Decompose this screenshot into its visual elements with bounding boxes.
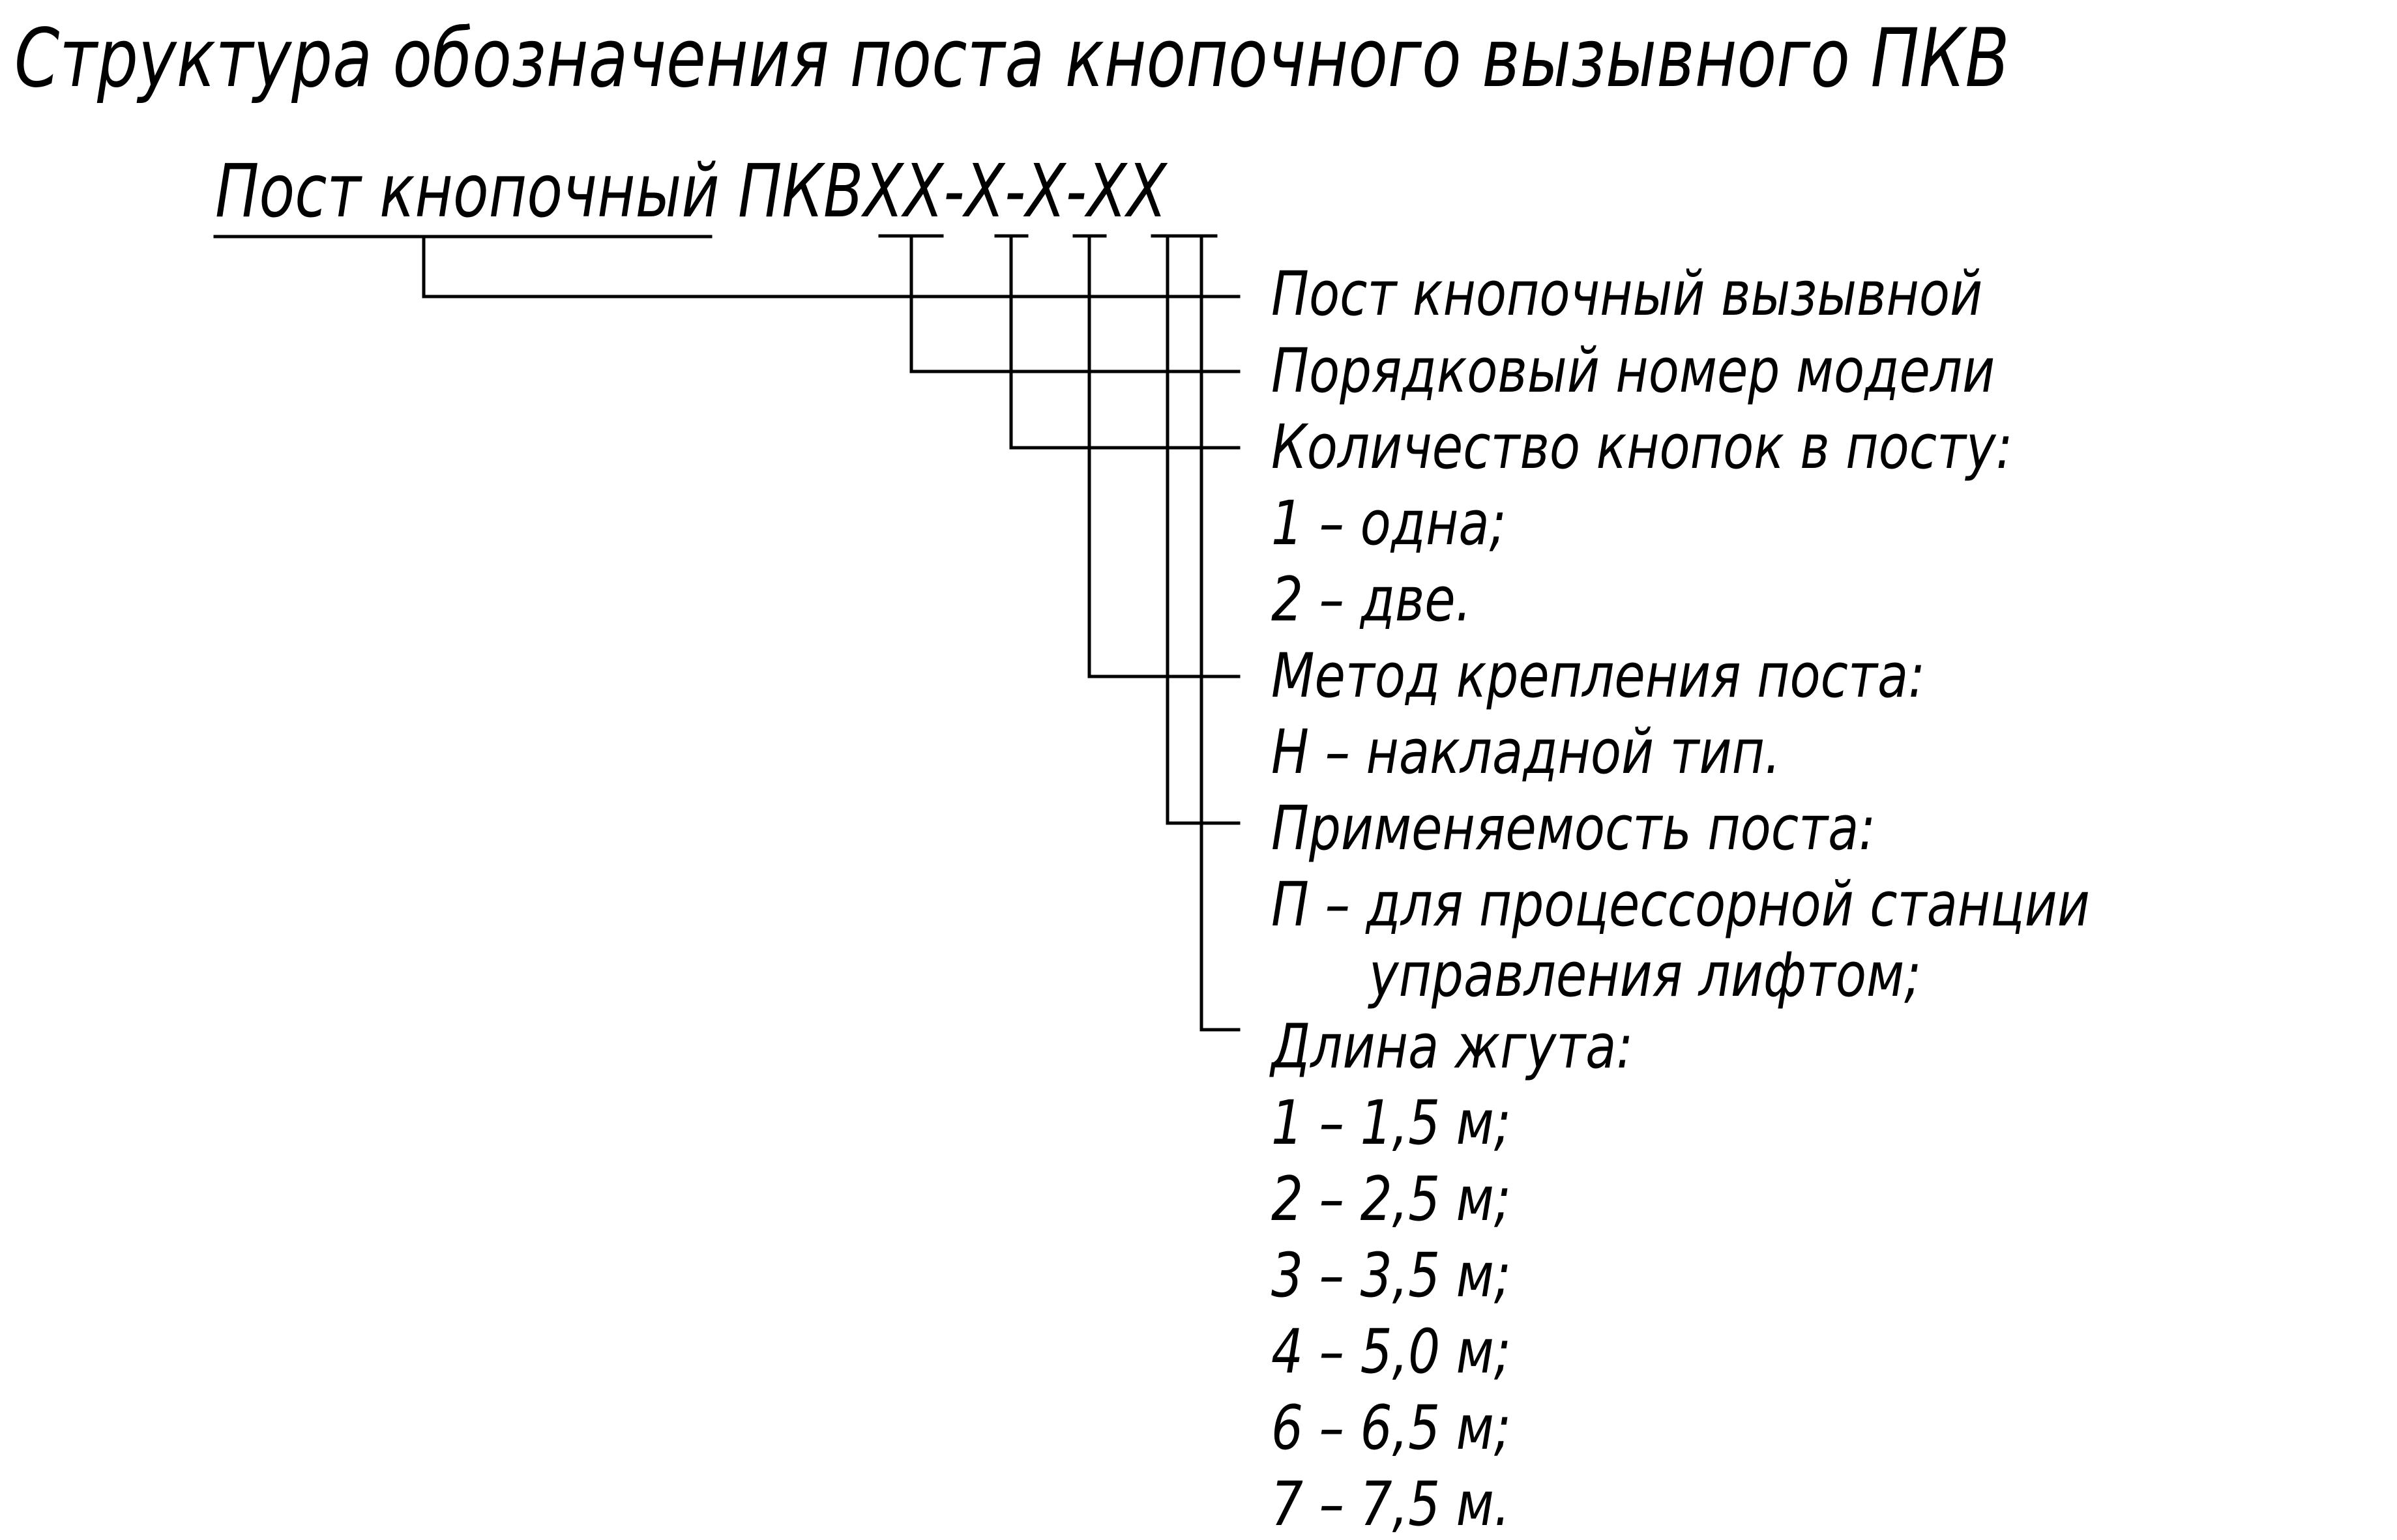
legend-item-post-type: Пост кнопочный вызывной <box>1271 259 1983 330</box>
leader-button-count <box>1011 238 1239 448</box>
legend-item-button-count-1: 1 – одна; <box>1271 488 1507 559</box>
legend-item-model-number: Порядковый номер модели <box>1271 336 1995 407</box>
diagram-title: Структура обозначения поста кнопочного вызывного ПКВ <box>14 12 2010 106</box>
leader-mounting-method <box>1089 238 1239 676</box>
legend-item-mounting-method: Метод крепления поста: <box>1271 641 1926 712</box>
legend-item-harness-3: 3 – 3,5 м; <box>1271 1240 1511 1311</box>
designation-code: ПКВХХ-Х-Х-ХХ <box>738 149 1167 234</box>
legend-item-button-count: Количество кнопок в посту: <box>1271 412 2013 483</box>
leader-harness-length <box>1201 238 1239 1030</box>
legend-item-applicability: Применяемость поста: <box>1271 793 1876 864</box>
leader-post-type <box>424 238 1239 297</box>
designation-name: Пост кнопочный <box>215 149 720 234</box>
leader-model-number <box>911 238 1239 371</box>
legend-item-button-count-2: 2 – две. <box>1271 564 1472 635</box>
legend-item-harness-length: Длина жгута: <box>1271 1011 1634 1082</box>
legend-item-applicability-p: П – для процессорной станции <box>1271 869 2090 940</box>
legend-item-mounting-overlay: Н – накладной тип. <box>1271 717 1781 788</box>
legend-item-harness-2: 2 – 2,5 м; <box>1271 1164 1511 1235</box>
legend-item-harness-7: 7 – 7,5 м. <box>1271 1469 1510 1540</box>
legend-item-harness-1: 1 – 1,5 м; <box>1271 1088 1511 1159</box>
legend-item-applicability-p-cont: управления лифтом; <box>1369 940 1922 1011</box>
legend-item-harness-6: 6 – 6,5 м; <box>1271 1393 1511 1464</box>
legend-item-harness-4: 4 – 5,0 м; <box>1271 1316 1511 1387</box>
